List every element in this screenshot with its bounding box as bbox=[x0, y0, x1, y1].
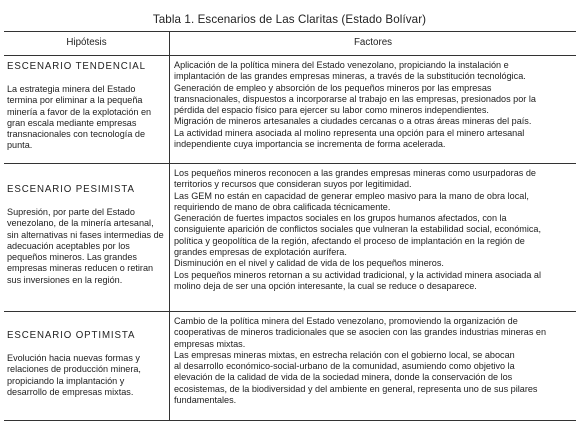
factor-line: transnacionales, dispuestos a incorporarse al trabajo en las empresas, presionados por la bbox=[174, 93, 536, 104]
row-divider-1 bbox=[4, 163, 576, 164]
factor-line: pérdida del espacio físico para ejercer su labor como mineros independientes. bbox=[174, 105, 489, 116]
scenario-optimista-hypothesis bbox=[7, 330, 165, 398]
header-factores: Factores bbox=[353, 37, 393, 48]
factor-line: Cambio de la política minera del Estado venezolano, promoviendo la organización de bbox=[174, 316, 518, 326]
factor-line: cooperativas de mineros tradicionales que se asocien con las grandes industrias mineras en bbox=[174, 327, 547, 338]
factor-line: La actividad minera asociada al molino representa una opción para el minero artesanal bbox=[174, 127, 525, 138]
factor-line: empresas mixtas. bbox=[174, 338, 246, 349]
factor-line: Las GEM no están en capacidad de generar empleo masivo para la mano de obra local, bbox=[174, 190, 529, 201]
header-hipotesis: Hipótesis bbox=[66, 37, 107, 48]
row-divider-2 bbox=[4, 311, 576, 312]
factor-line: Migración de mineros artesanales a ciudades cercanas o a otras áreas mineras del país. bbox=[174, 116, 532, 127]
factor-line: Los pequeños mineros retornan a su actividad tradicional, y la actividad minera asociada al bbox=[174, 269, 541, 280]
factor-line: consiguiente aparición de conflictos sociales que vulneran la estabilidad social, económica, bbox=[174, 224, 542, 235]
factor-line: requiriendo de mano de obra calificada técnicamente. bbox=[174, 201, 391, 212]
column-divider bbox=[169, 31, 170, 420]
factor-line: Disminución en el nivel y calidad de vida de los pequeños mineros. bbox=[174, 258, 444, 269]
scenario-description: Supresión, por parte del Estado venezolano, de la minería artesanal, sin alternativas ni fases intermedias de adecuación aceptables por los pequeños mineros. Las grandes empresas mineras reducen o retiran sus inversiones en la región. bbox=[7, 207, 164, 285]
scenario-optimista-factors bbox=[174, 316, 574, 406]
scenario-label: ESCENARIO OPTIMISTA bbox=[7, 330, 136, 341]
scenario-tendencial-factors bbox=[174, 60, 574, 150]
factor-line: Aplicación de la política minera del Estado venezolano, propiciando la instalación e bbox=[174, 60, 509, 70]
scenario-pesimista-factors bbox=[174, 168, 574, 292]
table-bottom-rule bbox=[4, 420, 576, 421]
factor-line: grandes empresas de explotación aurífera. bbox=[174, 247, 347, 258]
factor-line: al desarrollo económico-social-urbano de la comunidad, asumiendo como objetivo la bbox=[174, 361, 515, 372]
scenario-description: Evolución hacia nuevas formas y relaciones de producción minera, propiciando la implantación y desarrollo de empresas mixtas. bbox=[7, 353, 141, 397]
scenario-label: ESCENARIO PESIMISTA bbox=[7, 184, 135, 195]
scenario-description: La estrategia minera del Estado termina por eliminar a la pequeña minería a favor de la explotación en gran escala mediante empresas transnacionales con tecnología de punta. bbox=[7, 84, 152, 151]
header-bottom-rule bbox=[4, 55, 576, 56]
factor-line: Generación de empleo y absorción de los pequeños mineros por las empresas bbox=[174, 82, 492, 93]
factor-line: fundamentales. bbox=[174, 395, 237, 406]
factor-line: elevación de la calidad de vida de la sociedad minera, donde la conservación de los bbox=[174, 372, 513, 383]
table-caption: Tabla 1. Escenarios de Las Claritas (Estado Bolívar) bbox=[152, 13, 427, 26]
factor-line: territorios y recursos que consideran suyos por legitimidad. bbox=[174, 179, 412, 190]
table-top-rule bbox=[4, 31, 576, 32]
factor-line: Los pequeños mineros reconocen a las grandes empresas mineras como usurpadoras de bbox=[174, 168, 536, 178]
scenario-tendencial-hypothesis bbox=[7, 61, 165, 152]
factor-line: ecosistemas, de la biodiversidad y del ambiente en general, representa uno de sus pilares bbox=[174, 383, 538, 394]
factor-line: molino deja de ser una opción interesante, la cual se reduce o desaparece. bbox=[174, 280, 477, 291]
factor-line: Generación de fuertes impactos sociales en los grupos humanos afectados, con la bbox=[174, 213, 507, 224]
factor-line: independiente cuya importancia se incrementa de forma acelerada. bbox=[174, 139, 446, 150]
factor-line: Las empresas mineras mixtas, en estrecha relación con el gobierno local, se abocan bbox=[174, 349, 515, 360]
factor-line: política y geopolítica de la región, afectando el proceso de implantación en la región de bbox=[174, 235, 525, 246]
scenario-label: ESCENARIO TENDENCIAL bbox=[7, 61, 146, 72]
scenario-pesimista-hypothesis bbox=[7, 184, 165, 286]
factor-line: implantación de las grandes empresas mineras, a través de la substitución tecnológica. bbox=[174, 71, 526, 82]
